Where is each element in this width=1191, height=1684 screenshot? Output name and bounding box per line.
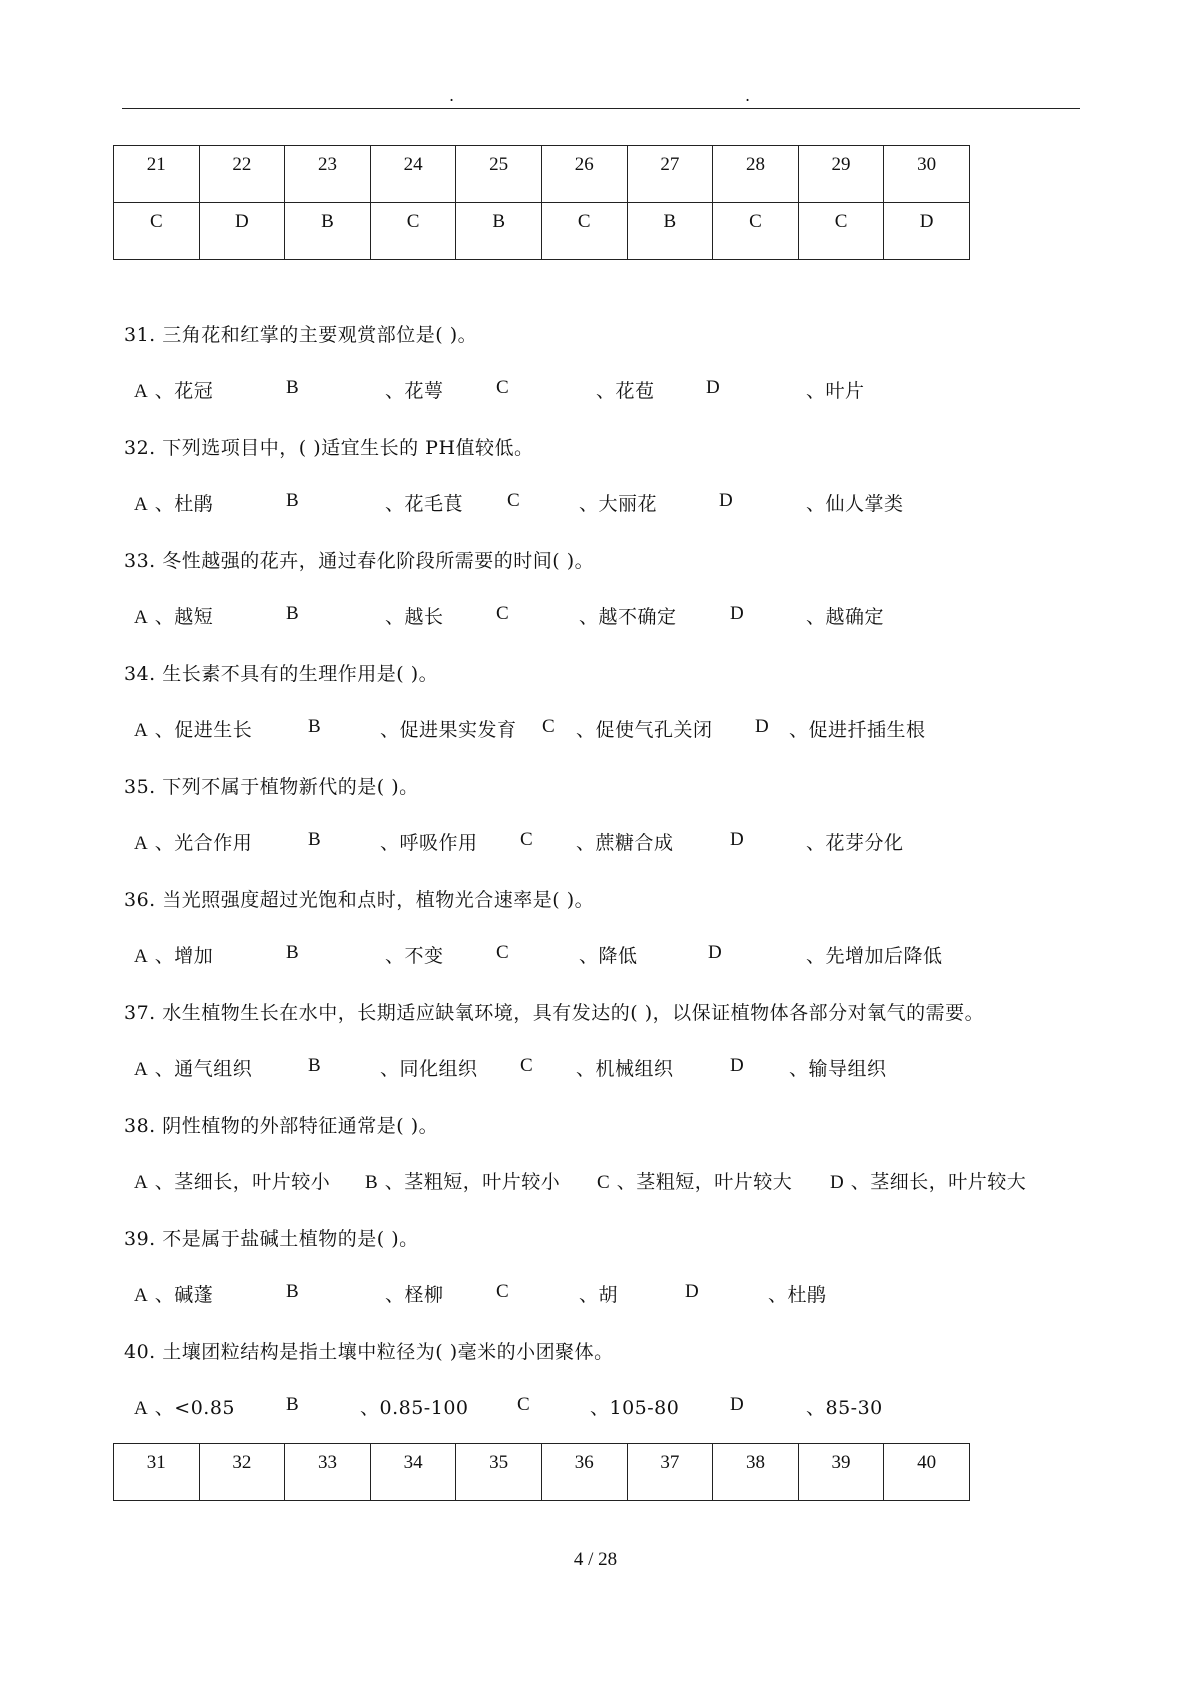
option-b: B	[308, 829, 322, 850]
option-d: D	[708, 942, 723, 963]
option-c-text: 、105-80	[590, 1397, 680, 1419]
question-stem: 32. 下列选项目中，( )适宜生长的 PH值较低。	[124, 437, 534, 459]
option-b-text: 、花毛茛	[385, 493, 464, 515]
option-c: C	[520, 829, 534, 850]
option-a: A 、杜鹃	[134, 493, 214, 515]
question-stem: 35. 下列不属于植物新代的是( )。	[124, 776, 419, 798]
header-dot-left: .	[449, 86, 455, 105]
option-b-text: 、不变	[385, 945, 444, 967]
option-b: B	[308, 716, 322, 737]
option-d-text: 、先增加后降低	[806, 945, 943, 967]
option-a: A 、越短	[134, 606, 214, 628]
question-stem: 37. 水生植物生长在水中，长期适应缺氧环境，具有发达的( )，以保证植物体各部分对氧气的需要。	[124, 1002, 985, 1024]
option-c: C	[496, 377, 510, 398]
option-c-text: 、越不确定	[579, 606, 677, 628]
option-c: C	[496, 1281, 510, 1302]
option-b-text: 、同化组织	[380, 1058, 478, 1080]
answer-table-21-30	[113, 145, 970, 260]
option-d-text: 、越确定	[806, 606, 885, 628]
table-cell: 29	[798, 146, 884, 203]
option-c: C	[542, 716, 556, 737]
question-stem: 40. 土壤团粒结构是指土壤中粒径为( )毫米的小团聚体。	[124, 1341, 614, 1363]
table-cell: C	[370, 203, 456, 260]
option-b: B	[308, 1055, 322, 1076]
table-cell: 31	[114, 1444, 200, 1501]
table-cell: 26	[541, 146, 627, 203]
table-cell: C	[114, 203, 200, 260]
option-b-text: 、越长	[385, 606, 444, 628]
option-d-text: 、仙人掌类	[806, 493, 904, 515]
option-d: D	[730, 603, 745, 624]
option-c-text: 、花苞	[596, 380, 655, 402]
option-b-text: 、促进果实发育	[380, 719, 517, 741]
table-cell: 25	[456, 146, 542, 203]
table-cell: 28	[713, 146, 799, 203]
option-a: A 、增加	[134, 945, 214, 967]
option-b: B	[286, 942, 300, 963]
table-cell: 22	[199, 146, 285, 203]
table-row	[114, 203, 970, 260]
option-d: D	[706, 377, 721, 398]
option-a: A 、促进生长	[134, 719, 253, 741]
option-a: A 、光合作用	[134, 832, 253, 854]
option-c: C	[496, 942, 510, 963]
question-stem: 34. 生长素不具有的生理作用是( )。	[124, 663, 439, 685]
option-d-text: 、输导组织	[789, 1058, 887, 1080]
option-d: D	[730, 1055, 745, 1076]
option-c-text: 、机械组织	[576, 1058, 674, 1080]
header-rule	[122, 108, 1080, 109]
option-a: A 、碱蓬	[134, 1284, 214, 1306]
question-stem: 38. 阴性植物的外部特征通常是( )。	[124, 1115, 439, 1137]
table-cell: B	[456, 203, 542, 260]
table-cell: 38	[713, 1444, 799, 1501]
table-cell: 32	[199, 1444, 285, 1501]
question-stem: 39. 不是属于盐碱土植物的是( )。	[124, 1228, 419, 1250]
table-cell: 24	[370, 146, 456, 203]
option-a: A 、<0.85	[134, 1397, 236, 1419]
option-c-text: 、胡	[579, 1284, 619, 1306]
answer-table-31-40	[113, 1443, 970, 1501]
option-b-text: 、花萼	[385, 380, 444, 402]
table-cell: 23	[285, 146, 371, 203]
table-cell: 27	[627, 146, 713, 203]
option-c: C	[496, 603, 510, 624]
option-b-text: 、0.85-100	[360, 1397, 469, 1419]
question-stem: 31. 三角花和红掌的主要观赏部位是( )。	[124, 324, 478, 346]
option-c-text: 、大丽花	[579, 493, 658, 515]
table-cell: 37	[627, 1444, 713, 1501]
table-cell: 35	[456, 1444, 542, 1501]
option-d: D	[730, 829, 745, 850]
table-cell: D	[199, 203, 285, 260]
option-b: B	[286, 490, 300, 511]
option-d-text: 、叶片	[806, 380, 865, 402]
table-row	[114, 1444, 970, 1501]
table-cell: B	[285, 203, 371, 260]
option-d: D	[685, 1281, 700, 1302]
option-a: A 、茎细长，叶片较小	[134, 1171, 331, 1193]
table-cell: 39	[798, 1444, 884, 1501]
option-d: D	[730, 1394, 745, 1415]
option-d-text: 、85-30	[806, 1397, 883, 1419]
option-b: B	[286, 377, 300, 398]
table-cell: 21	[114, 146, 200, 203]
header-dot-right: .	[745, 86, 751, 105]
table-cell: 34	[370, 1444, 456, 1501]
option-a: A 、通气组织	[134, 1058, 253, 1080]
option-c-text: 、蔗糖合成	[576, 832, 674, 854]
option-b: B	[286, 1394, 300, 1415]
option-b: B	[286, 1281, 300, 1302]
option-d-text: 、杜鹃	[768, 1284, 827, 1306]
question-stem: 36. 当光照强度超过光饱和点时，植物光合速率是( )。	[124, 889, 595, 911]
option-c: C	[517, 1394, 531, 1415]
option-d: D	[755, 716, 770, 737]
table-cell: 36	[541, 1444, 627, 1501]
option-d-text: 、促进扦插生根	[789, 719, 926, 741]
table-cell: D	[884, 203, 970, 260]
option-b-text: 、柽柳	[385, 1284, 444, 1306]
option-c: C	[507, 490, 521, 511]
table-row	[114, 146, 970, 203]
table-cell: 30	[884, 146, 970, 203]
option-d-text: 、花芽分化	[806, 832, 904, 854]
option-b: B	[286, 603, 300, 624]
option-c: C	[520, 1055, 534, 1076]
option-c-text: 、降低	[579, 945, 638, 967]
option-d: D	[719, 490, 734, 511]
option-c-text: 、促使气孔关闭	[576, 719, 713, 741]
option-c: C 、茎粗短，叶片较大	[597, 1171, 793, 1193]
table-cell: 33	[285, 1444, 371, 1501]
option-b: B 、茎粗短，叶片较小	[365, 1171, 561, 1193]
option-b-text: 、呼吸作用	[380, 832, 478, 854]
question-stem: 33. 冬性越强的花卉，通过春化阶段所需要的时间( )。	[124, 550, 595, 572]
table-cell: C	[713, 203, 799, 260]
table-cell: 40	[884, 1444, 970, 1501]
page-header	[0, 86, 1191, 106]
table-cell: C	[541, 203, 627, 260]
option-d: D 、茎细长，叶片较大	[830, 1171, 1027, 1193]
page-number: 4 / 28	[573, 1549, 618, 1570]
option-a: A 、花冠	[134, 380, 214, 402]
table-cell: B	[627, 203, 713, 260]
table-cell: C	[798, 203, 884, 260]
